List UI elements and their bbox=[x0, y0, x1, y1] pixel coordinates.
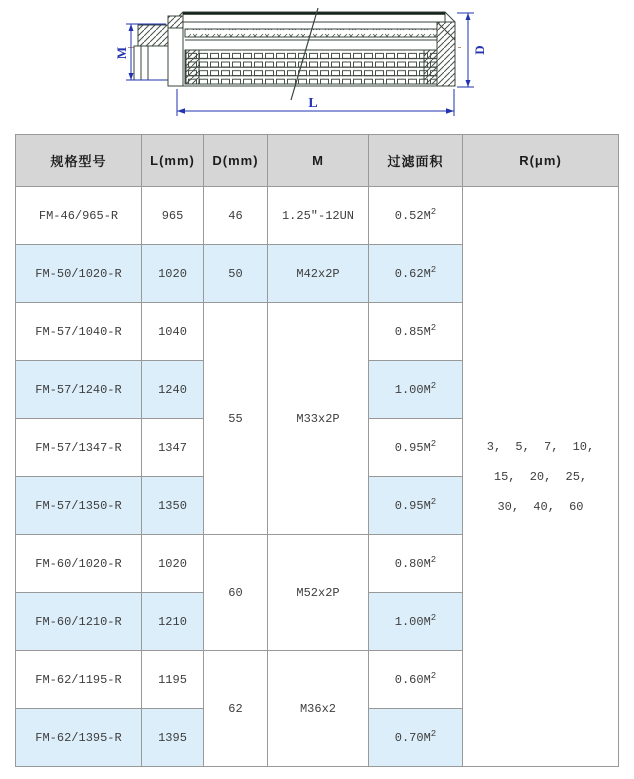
model-cell: FM-60/1210-R bbox=[16, 593, 142, 651]
spec-table-header bbox=[16, 135, 619, 187]
length-cell: 965 bbox=[142, 187, 204, 245]
model-cell: FM-50/1020-R bbox=[16, 245, 142, 303]
header-model: 规格型号 bbox=[16, 135, 142, 187]
model-cell: FM-57/1347-R bbox=[16, 419, 142, 477]
length-cell: 1195 bbox=[142, 651, 204, 709]
area-cell: $1.00M^2$ bbox=[369, 361, 463, 419]
area-cell: $0.60M^2$ bbox=[369, 651, 463, 709]
area-cell: $0.62M^2$ bbox=[369, 245, 463, 303]
length-cell: 1395 bbox=[142, 709, 204, 767]
model-cell: FM-46/965-R bbox=[16, 187, 142, 245]
header-length: L(mm) bbox=[142, 135, 204, 187]
diameter-cell: 50 bbox=[204, 245, 268, 303]
model-cell: FM-57/1240-R bbox=[16, 361, 142, 419]
length-cell: 1210 bbox=[142, 593, 204, 651]
area-cell: $1.00M^2$ bbox=[369, 593, 463, 651]
model-cell: FM-62/1395-R bbox=[16, 709, 142, 767]
dim-label-m: M bbox=[114, 46, 129, 60]
header-micron-rating: R(μm) bbox=[463, 135, 619, 187]
area-cell: $0.80M^2$ bbox=[369, 535, 463, 593]
area-cell: $0.85M^2$ bbox=[369, 303, 463, 361]
area-cell: $0.95M^2$ bbox=[369, 477, 463, 535]
length-cell: 1240 bbox=[142, 361, 204, 419]
model-cell: FM-57/1040-R bbox=[16, 303, 142, 361]
thread-cell: M42x2P bbox=[268, 245, 369, 303]
header-filter-area: 过滤面积 bbox=[369, 135, 463, 187]
diameter-cell: 46 bbox=[204, 187, 268, 245]
spec-table bbox=[15, 134, 619, 767]
area-cell: $0.95M^2$ bbox=[369, 419, 463, 477]
filter-body-outline bbox=[134, 8, 455, 100]
thread-cell: M36x2 bbox=[268, 651, 369, 767]
filter-drawing-svg bbox=[0, 0, 634, 134]
model-cell: FM-60/1020-R bbox=[16, 535, 142, 593]
thread-cell: 1.25"-12UN bbox=[268, 187, 369, 245]
diameter-cell: 55 bbox=[204, 303, 268, 535]
length-cell: 1040 bbox=[142, 303, 204, 361]
length-cell: 1347 bbox=[142, 419, 204, 477]
area-cell: $0.52M^2$ bbox=[369, 187, 463, 245]
length-cell: 1350 bbox=[142, 477, 204, 535]
area-cell: $0.70M^2$ bbox=[369, 709, 463, 767]
length-cell: 1020 bbox=[142, 245, 204, 303]
dim-label-d: D bbox=[472, 45, 487, 55]
thread-cell: M52x2P bbox=[268, 535, 369, 651]
header-thread: M bbox=[268, 135, 369, 187]
model-cell: FM-57/1350-R bbox=[16, 477, 142, 535]
thread-cell: M33x2P bbox=[268, 303, 369, 535]
table-row bbox=[16, 187, 619, 245]
filter-technical-drawing bbox=[0, 0, 634, 134]
diameter-cell: 60 bbox=[204, 535, 268, 651]
micron-rating-cell: 3, 5, 7, 10, 15, 20, 25, 30, 40, 60 bbox=[463, 187, 619, 767]
model-cell: FM-62/1195-R bbox=[16, 651, 142, 709]
header-diameter: D(mm) bbox=[204, 135, 268, 187]
dim-label-l: L bbox=[308, 96, 318, 111]
length-cell: 1020 bbox=[142, 535, 204, 593]
diameter-cell: 62 bbox=[204, 651, 268, 767]
